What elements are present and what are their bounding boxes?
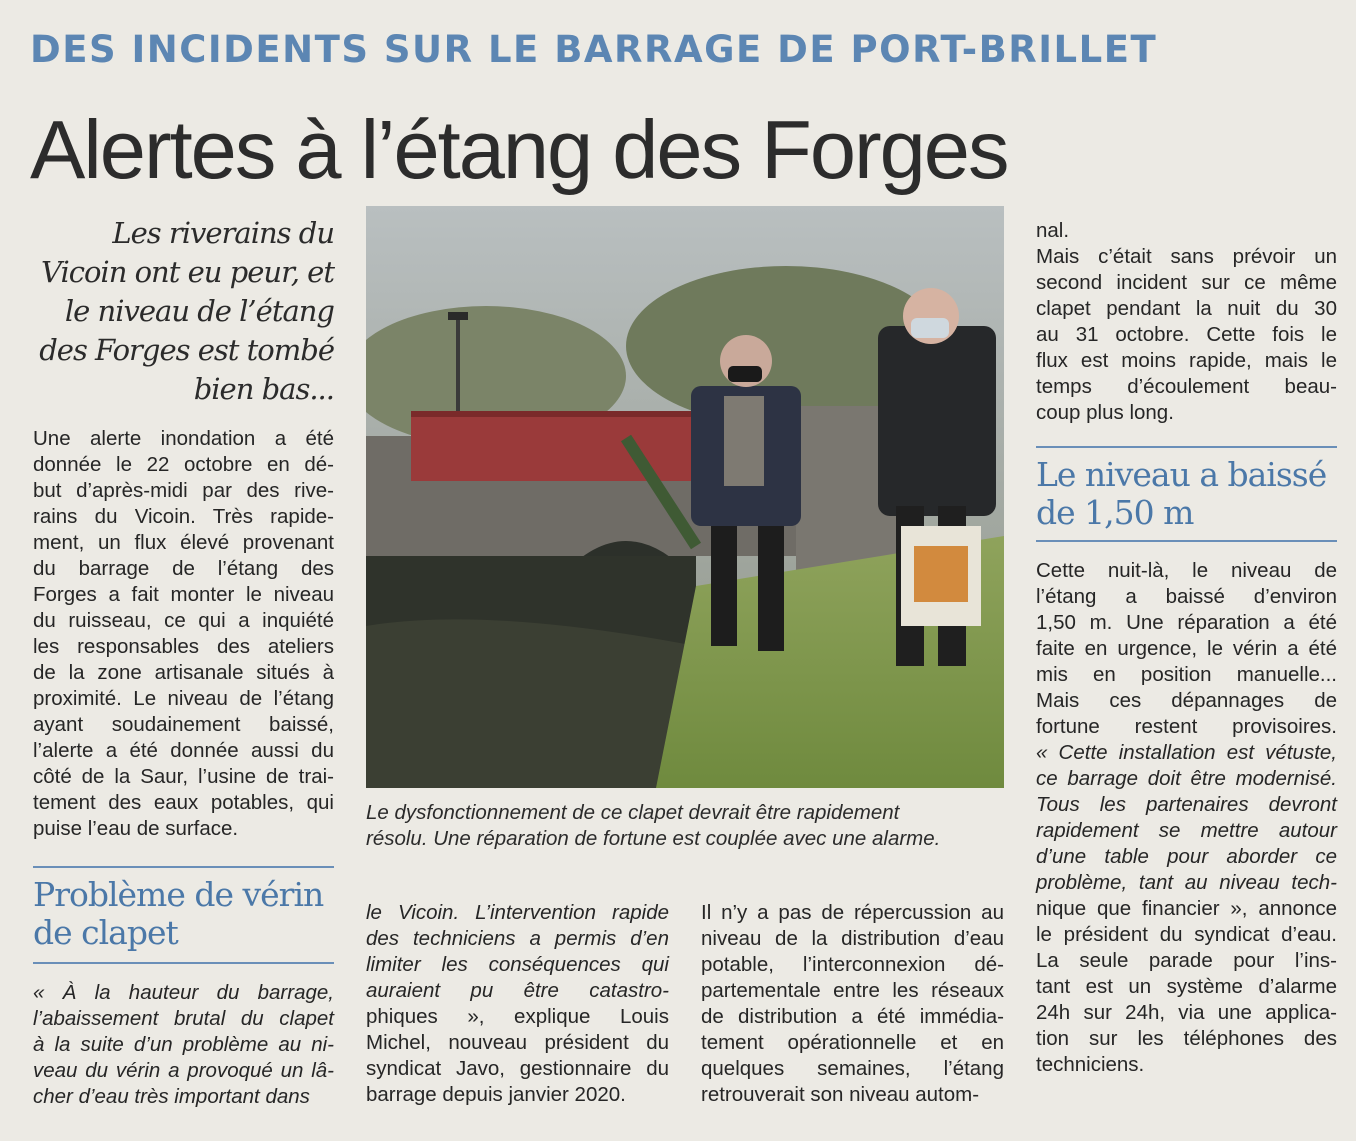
text-line: donnée le 22 octobre en dé-: [33, 453, 334, 476]
text-line: rains du Vicoin. Très rapide-: [33, 505, 334, 528]
text-line: au 31 octobre. Cette fois le: [1036, 323, 1337, 346]
text-line: Michel, nouveau président du: [366, 1031, 669, 1054]
text-line: nique que financier », annonce: [1036, 897, 1337, 920]
subhead2-rule-top: [1036, 446, 1337, 448]
text-line: le Vicoin. L’intervention rapide: [366, 901, 669, 924]
column-2-body: [366, 900, 669, 1108]
text-line: coup plus long.: [1036, 401, 1174, 424]
subhead-line: Le niveau a baissé: [1036, 455, 1327, 494]
text-line: 24h sur 24h, via une applica-: [1036, 1001, 1337, 1024]
text-line: l’alerte a été donnée aussi du: [33, 739, 334, 762]
text-line: l’abaissement brutal du clapet: [33, 1007, 334, 1030]
text-line: l’étang a baissé d’environ: [1036, 585, 1337, 608]
standfirst-line: le niveau de l’étang: [64, 294, 334, 328]
standfirst-line: Les riverains du: [112, 216, 334, 250]
article-standfirst: [32, 214, 334, 409]
subhead-line: Problème de vérin: [33, 875, 324, 914]
text-line: Il n’y a pas de répercussion au: [701, 901, 1004, 924]
text-line: Cette nuit-là, le niveau de: [1036, 559, 1337, 582]
subhead-line: de 1,50 m: [1036, 493, 1194, 532]
standfirst-line: Vicoin ont eu peur, et: [41, 255, 334, 289]
text-line: le président du syndicat d’eau.: [1036, 923, 1337, 946]
column-1-quote: [33, 980, 334, 1110]
text-line: veau du vérin a provoqué un lâ-: [33, 1059, 334, 1082]
photo-caption: [366, 800, 996, 852]
text-line: niveau de la distribution d’eau: [701, 927, 1004, 950]
text-line: second incident sur ce même: [1036, 271, 1337, 294]
text-line: nal.: [1036, 219, 1070, 242]
column-3-body: [701, 900, 1004, 1108]
subhead-line: de clapet: [33, 913, 178, 952]
text-line: techniciens.: [1036, 1053, 1145, 1076]
text-line: mis en position manuelle...: [1036, 663, 1337, 686]
text-line: but d’après-midi par des rive-: [33, 479, 334, 502]
text-line: partementale entre les réseaux: [701, 979, 1004, 1002]
subhead-rule-top: [33, 866, 334, 868]
text-line: Mais ces dépannages de: [1036, 689, 1337, 712]
text-line: du ruisseau, ce qui a inquiété: [33, 609, 334, 632]
text-line: cher d’eau très important dans: [33, 1085, 310, 1108]
text-line: ment, un flux élevé provenant: [33, 531, 334, 554]
text-line: de la zone artisanale situés à: [33, 661, 334, 684]
subhead2-rule-bottom: [1036, 540, 1337, 542]
standfirst-line: des Forges est tombé: [39, 333, 334, 367]
text-line: de distribution a été immédia-: [701, 1005, 1004, 1028]
subhead-rule-bottom: [33, 962, 334, 964]
text-line: Forges a fait monter le niveau: [33, 583, 334, 606]
text-line: limiter les conséquences qui: [366, 953, 669, 976]
text-line: temps d’écoulement beau-: [1036, 375, 1337, 398]
article-photo: [366, 206, 1004, 788]
text-line: La seule parade pour l’ins-: [1036, 949, 1337, 972]
photo-dam-and-two-men: [366, 206, 1004, 788]
text-line: ayant soudainement baissé,: [33, 713, 334, 736]
text-line: clapet pendant la nuit du 30: [1036, 297, 1337, 320]
text-line: phiques », explique Louis: [366, 1005, 669, 1028]
text-line: des techniciens a permis d’en: [366, 927, 669, 950]
text-line: flux est moins rapide, mais le: [1036, 349, 1337, 372]
article-kicker: DES INCIDENTS SUR LE BARRAGE DE PORT-BRILLET: [30, 28, 1158, 71]
text-line: retrouverait son niveau autom-: [701, 1083, 980, 1106]
text-line: puise l’eau de surface.: [33, 817, 239, 840]
text-line: rapidement se mettre autour: [1036, 819, 1337, 842]
subhead-verin: [33, 876, 323, 952]
standfirst-line: bien bas...: [193, 372, 334, 406]
text-line: « À la hauteur du barrage,: [33, 981, 334, 1004]
text-line: auraient pu être catastro-: [366, 979, 669, 1002]
text-line: quelques semaines, l’étang: [701, 1057, 1004, 1080]
text-line: « Cette installation est vétuste,: [1036, 741, 1337, 764]
text-line: barrage depuis janvier 2020.: [366, 1083, 626, 1106]
article-headline: Alertes à l’étang des Forges: [30, 103, 1008, 196]
text-line: côté de la Saur, l’usine de trai-: [33, 765, 334, 788]
caption-line: Le dysfonctionnement de ce clapet devrait être rapidement: [366, 801, 900, 824]
subhead-niveau: [1036, 456, 1326, 532]
text-line: 1,50 m. Une réparation a été: [1036, 611, 1337, 634]
text-line: tement des eaux potables, qui: [33, 791, 334, 814]
text-line: les responsables des ateliers: [33, 635, 334, 658]
caption-line: résolu. Une réparation de fortune est couplée avec une alarme.: [366, 827, 941, 850]
text-line: ce barrage doit être modernisé.: [1036, 767, 1337, 790]
text-line: fortune restent provisoires.: [1036, 715, 1337, 738]
background-bleed: [40, 0, 340, 26]
text-line: d’une table pour aborder ce: [1036, 845, 1337, 868]
text-line: syndicat Javo, gestionnaire du: [366, 1057, 669, 1080]
text-line: tement opérationnelle et en: [701, 1031, 1004, 1054]
text-line: du barrage de l’étang des: [33, 557, 334, 580]
text-line: Une alerte inondation a été: [33, 427, 334, 450]
text-line: potable, l’interconnexion dé-: [701, 953, 1004, 976]
text-line: tion sur les téléphones des: [1036, 1027, 1337, 1050]
text-line: Mais c’était sans prévoir un: [1036, 245, 1337, 268]
text-line: faite en urgence, le vérin a été: [1036, 637, 1337, 660]
text-line: Tous les partenaires devront: [1036, 793, 1337, 816]
text-line: à la suite d’un problème au ni-: [33, 1033, 334, 1056]
text-line: tant est un système d’alarme: [1036, 975, 1337, 998]
column-1-body: [33, 426, 334, 842]
column-4-top: [1036, 218, 1337, 426]
text-line: proximité. Le niveau de l’étang: [33, 687, 334, 710]
column-4-bottom: [1036, 558, 1337, 1078]
text-line: problème, tant au niveau tech-: [1036, 871, 1337, 894]
